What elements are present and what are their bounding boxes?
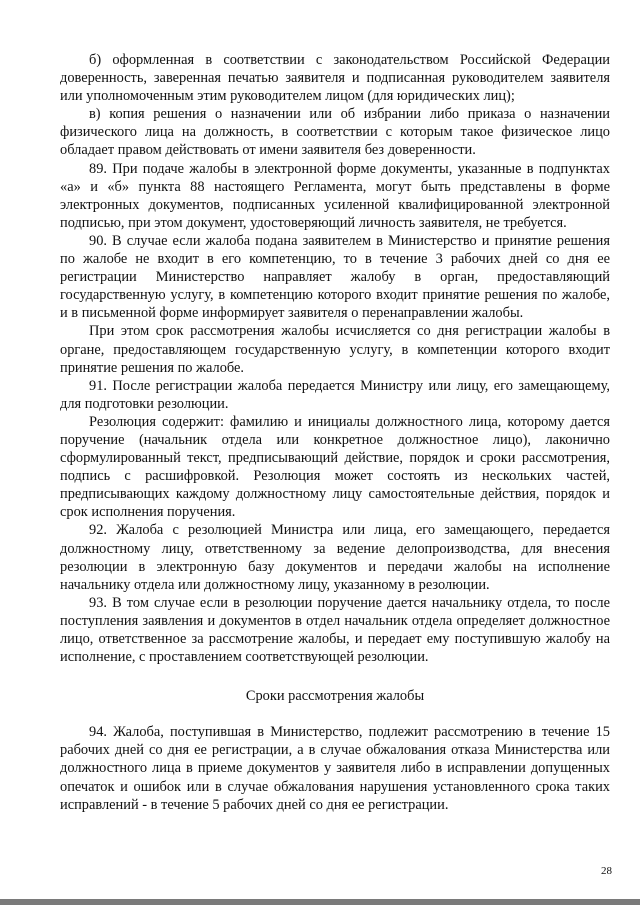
paragraph-92: 92. Жалоба с резолюцией Министра или лица, его замещающего, передается должностному лицу, ответственному за ведение делопроизводства, для внесения резолюции в электронную базу документов и передачи жалобы на исполнение начальнику отдела или должностному лицу, указанному в резолюции.	[60, 522, 610, 593]
paragraph-91: 91. После регистрации жалоба передается Министру или лицу, его замещающему, для подготовки резолюции.	[60, 377, 610, 412]
paragraph-93: 93. В том случае если в резолюции поручение дается начальнику отдела, то после поступления заявления и документов в отдел начальник отдела определяет должностное лицо, ответственное за рассмотрение жалобы, и передает ему поступившую жалобу на исполнение, с проставлением соответствующей резолюции.	[60, 594, 610, 666]
section-heading: Сроки рассмотрения жалобы	[245, 688, 425, 705]
paragraph-b: б) оформленная в соответствии с законодательством Российской Федерации доверенность, заверенная печатью заявителя и подписанная руководителем заявителя или уполномоченным этим руководителем лицом (для юридических лиц);	[60, 52, 610, 105]
paragraph-94: 94. Жалоба, поступившая в Министерство, подлежит рассмотрению в течение 15 рабочих дней со дня ее регистрации, а в случае обжалования отказа Министерства или должностного лица в приеме документов у заявителя либо в исправлении допущенных опечаток и ошибок или в случае обжалования нарушения установленного срока таких исправлений - в течение 5 рабочих дней со дня ее регистрации.	[60, 724, 610, 813]
page-number: 28	[601, 865, 612, 877]
paragraph-v: в) копия решения о назначении или об избрании либо приказа о назначении физического лица на должность, в соответствии с которым такое физическое лицо обладает правом действовать от имени заявителя без доверенности.	[60, 106, 610, 159]
document-body	[60, 51, 610, 814]
paragraph-90: 90. В случае если жалоба подана заявителем в Министерство и принятие решения по жалобе не входит в его компетенцию, то в течение 3 рабочих дней со дня ее регистрации Министерство направляет жалобу в орган, предоставляющий государственную услугу, в компетенцию которого входит принятие решения по жалобе, и в письменной форме информирует заявителя о перенаправлении жалобы.	[60, 232, 610, 322]
paragraph-89: 89. При подаче жалобы в электронной форме документы, указанные в подпунктах «а» и «б» пункта 88 настоящего Регламента, могут быть представлены в форме электронных документов, подписанных усиленной квалифицированной электронной подписью, при этом документ, удостоверяющий личность заявителя, не требуется.	[60, 160, 610, 231]
paragraph-90-continued: При этом срок рассмотрения жалобы исчисляется со дня регистрации жалобы в органе, предоставляющем государственную услугу, в компетенции которого входит принятие решения по жалобе.	[60, 323, 610, 376]
paragraph-resolution: Резолюция содержит: фамилию и инициалы должностного лица, которому дается поручение (начальник отдела или конкретное должностное лицо), лаконично сформулированный текст, предписывающий действие, порядок и сроки рассмотрения, подпись с расшифровкой. Резолюция может состоять из нескольких частей, предписывающих каждому должностному лицу самостоятельные действия, порядок и срок исполнения поручения.	[60, 413, 610, 521]
